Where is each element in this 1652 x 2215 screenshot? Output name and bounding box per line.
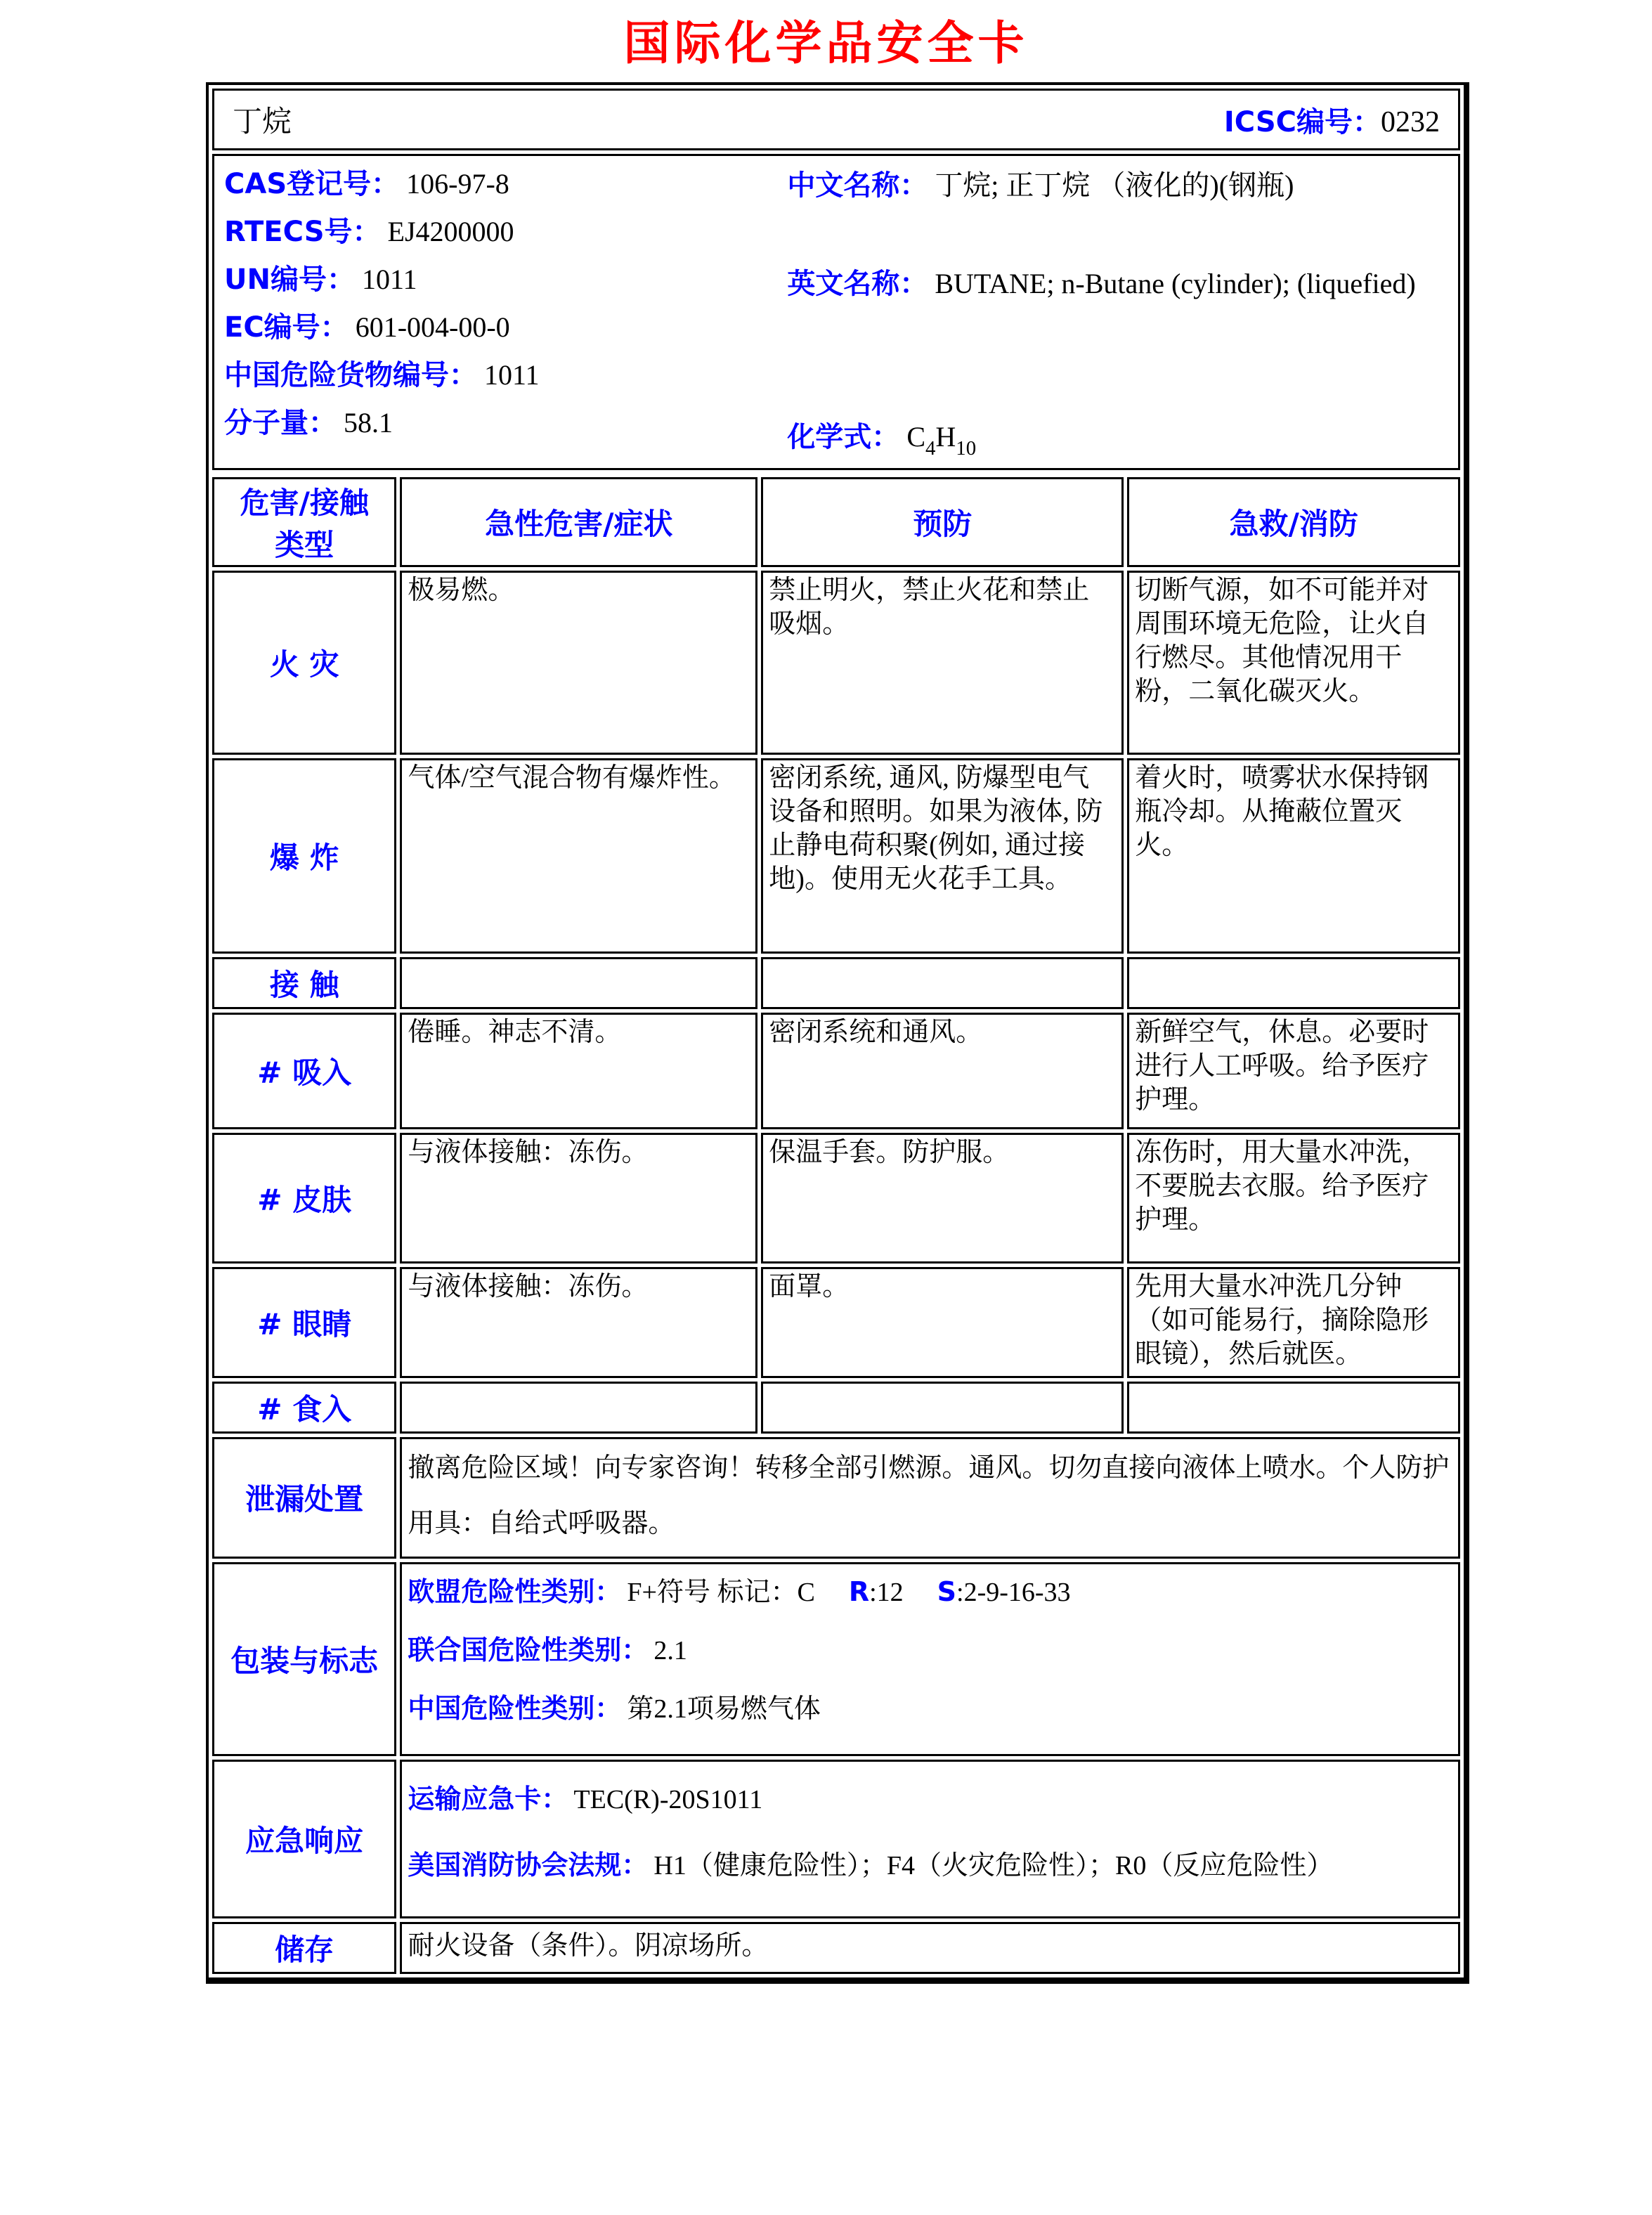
- nfpa-label: 美国消防协会法规：: [408, 1850, 649, 1881]
- un-number-value: 1011: [361, 264, 417, 295]
- explosion-response: 着火时，喷雾状水保持钢瓶冷却。从掩蔽位置灭火。: [1127, 758, 1460, 954]
- registry-numbers-block: [224, 160, 787, 464]
- icsc-number-label: ICSC编号：: [1223, 105, 1381, 138]
- ingestion-type-label: # 食入: [212, 1382, 396, 1434]
- rtecs-number-value: EJ4200000: [387, 216, 514, 247]
- chinese-name-line: [787, 162, 1448, 209]
- identifiers-cell: [212, 154, 1460, 470]
- ec-number-line: [224, 304, 787, 351]
- substance-header-cell: [212, 89, 1460, 150]
- inhalation-type-label: # 吸入: [212, 1013, 396, 1129]
- storage-type-label: 储存: [212, 1922, 396, 1974]
- ingestion-prevention: [761, 1382, 1124, 1434]
- inhalation-prevention: 密闭系统和通风。: [761, 1013, 1124, 1129]
- explosion-prevention: 密闭系统, 通风, 防爆型电气设备和照明。如果为液体, 防止静电荷积聚(例如, 通过接地)。使用无火花手工具。: [761, 758, 1124, 954]
- first-aid-header: 急救/消防: [1127, 477, 1460, 567]
- spill-row: [212, 1437, 1460, 1559]
- skin-row: [212, 1133, 1460, 1264]
- hazard-type-header: 危害/接触 类型: [212, 477, 396, 567]
- fire-prevention: 禁止明火，禁止火花和禁止吸烟。: [761, 571, 1124, 755]
- eyes-type-label: # 眼睛: [212, 1267, 396, 1378]
- skin-prevention: 保温手套。防护服。: [761, 1133, 1124, 1264]
- spill-text: 撤离危险区域！向专家咨询！转移全部引燃源。通风。切勿直接向液体上喷水。个人防护用具：自给式呼吸器。: [400, 1437, 1460, 1559]
- eyes-symptoms: 与液体接触：冻伤。: [400, 1267, 757, 1378]
- transport-emergency-card-label: 运输应急卡：: [408, 1784, 568, 1815]
- inhalation-response: 新鲜空气，休息。必要时进行人工呼吸。给予医疗护理。: [1127, 1013, 1460, 1129]
- identifiers-row: [212, 154, 1460, 470]
- transport-emergency-card-value: TEC(R)-20S1011: [573, 1785, 763, 1815]
- nfpa-value: H1（健康危险性）；F4（火灾危险性）；R0（反应危险性）: [653, 1851, 1334, 1881]
- china-dg-number-value: 1011: [484, 359, 540, 391]
- rtecs-number-label: RTECS号：: [224, 216, 381, 248]
- cas-number-label: CAS登记号：: [224, 168, 400, 200]
- molecular-weight-label: 分子量：: [224, 407, 337, 439]
- un-classification-line: [408, 1634, 1452, 1668]
- english-name-line: [787, 260, 1448, 308]
- substance-name: 丁烷: [233, 106, 292, 138]
- contact-type-label: 接 触: [212, 957, 396, 1009]
- transport-emergency-card-line: [408, 1783, 1452, 1817]
- explosion-type-label: 爆 炸: [212, 758, 396, 954]
- eu-classification-value: F+符号 标记：C: [627, 1578, 815, 1608]
- chinese-name-value: 丁烷; 正丁烷 （液化的)(钢瓶): [935, 169, 1294, 201]
- english-name-label: 英文名称：: [787, 268, 928, 300]
- r-phrases-value: :12: [869, 1578, 904, 1608]
- cas-number-line: [224, 160, 787, 208]
- eyes-response: 先用大量水冲洗几分钟（如可能易行，摘除隐形眼镜），然后就医。: [1127, 1267, 1460, 1378]
- contact-row: [212, 957, 1460, 1009]
- eyes-prevention: 面罩。: [761, 1267, 1124, 1378]
- china-classification-value: 第2.1项易燃气体: [627, 1694, 821, 1724]
- ec-number-label: EC编号：: [224, 311, 349, 344]
- ingestion-symptoms: [400, 1382, 757, 1434]
- inhalation-symptoms: 倦睡。神志不清。: [400, 1013, 757, 1129]
- chemical-formula-line: [787, 413, 1448, 464]
- emergency-response-type-label: 应急响应: [212, 1760, 396, 1918]
- packaging-row: [212, 1562, 1460, 1756]
- un-number-label: UN编号：: [224, 264, 355, 296]
- eu-classification-line: [408, 1576, 1452, 1610]
- prevention-header: 预防: [761, 477, 1124, 567]
- storage-text: 耐火设备（条件）。阴凉场所。: [400, 1922, 1460, 1974]
- eu-classification-label: 欧盟危险性类别：: [408, 1576, 622, 1608]
- names-block: [787, 160, 1448, 464]
- hazard-header-row: [212, 477, 1460, 567]
- r-phrases-label: R: [848, 1576, 870, 1608]
- icsc-number-group: [1224, 100, 1440, 140]
- packaging-type-label: 包装与标志: [212, 1562, 396, 1756]
- nfpa-line: [408, 1838, 1452, 1892]
- explosion-row: [212, 758, 1460, 954]
- fire-type-label: 火 灾: [212, 571, 396, 755]
- molecular-weight-line: [224, 399, 787, 447]
- fire-row: [212, 571, 1460, 755]
- emergency-response-row: [212, 1760, 1460, 1918]
- skin-response: 冻伤时，用大量水冲洗，不要脱去衣服。给予医疗护理。: [1127, 1133, 1460, 1264]
- china-dg-number-label: 中国危险货物编号：: [224, 359, 477, 391]
- contact-symptoms: [400, 957, 757, 1009]
- acute-hazards-header: 急性危害/症状: [400, 477, 757, 567]
- s-phrases-value: :2-9-16-33: [956, 1578, 1071, 1608]
- skin-symptoms: 与液体接触：冻伤。: [400, 1133, 757, 1264]
- china-classification-label: 中国危险性类别：: [408, 1692, 622, 1724]
- english-name-value: BUTANE; n-Butane (cylinder); (liquefied): [935, 268, 1416, 299]
- icsc-number-value: 0232: [1381, 105, 1440, 138]
- hazard-table: [209, 474, 1464, 1977]
- un-number-line: [224, 256, 787, 304]
- chemical-formula-label: 化学式：: [787, 421, 900, 453]
- emergency-response-cell: [400, 1760, 1460, 1918]
- identification-table: [209, 85, 1464, 474]
- spill-type-label: 泄漏处置: [212, 1437, 396, 1559]
- substance-header-row: [212, 89, 1460, 150]
- eyes-row: [212, 1267, 1460, 1378]
- cas-number-value: 106-97-8: [406, 168, 509, 200]
- skin-type-label: # 皮肤: [212, 1133, 396, 1264]
- un-classification-value: 2.1: [653, 1636, 687, 1666]
- china-dg-number-line: [224, 351, 787, 399]
- explosion-symptoms: 气体/空气混合物有爆炸性。: [400, 758, 757, 954]
- safety-card: [206, 82, 1469, 1984]
- packaging-cell: [400, 1562, 1460, 1756]
- fire-symptoms: 极易燃。: [400, 571, 757, 755]
- china-classification-line: [408, 1692, 1452, 1727]
- contact-response: [1127, 957, 1460, 1009]
- un-classification-label: 联合国危险性类别：: [408, 1635, 649, 1666]
- fire-response: 切断气源，如不可能并对周围环境无危险，让火自行燃尽。其他情况用干粉，二氧化碳灭火。: [1127, 571, 1460, 755]
- chemical-formula-value: $C_4H_{10}$: [906, 421, 977, 460]
- molecular-weight-value: 58.1: [344, 407, 393, 439]
- ingestion-row: [212, 1382, 1460, 1434]
- rtecs-number-line: [224, 208, 787, 256]
- ingestion-response: [1127, 1382, 1460, 1434]
- contact-prevention: [761, 957, 1124, 1009]
- ec-number-value: 601-004-00-0: [355, 311, 510, 343]
- s-phrases-label: S: [937, 1576, 957, 1608]
- chinese-name-label: 中文名称：: [787, 169, 928, 202]
- storage-row: [212, 1922, 1460, 1974]
- inhalation-row: [212, 1013, 1460, 1129]
- page-title: 国际化学品安全卡: [623, 16, 1029, 70]
